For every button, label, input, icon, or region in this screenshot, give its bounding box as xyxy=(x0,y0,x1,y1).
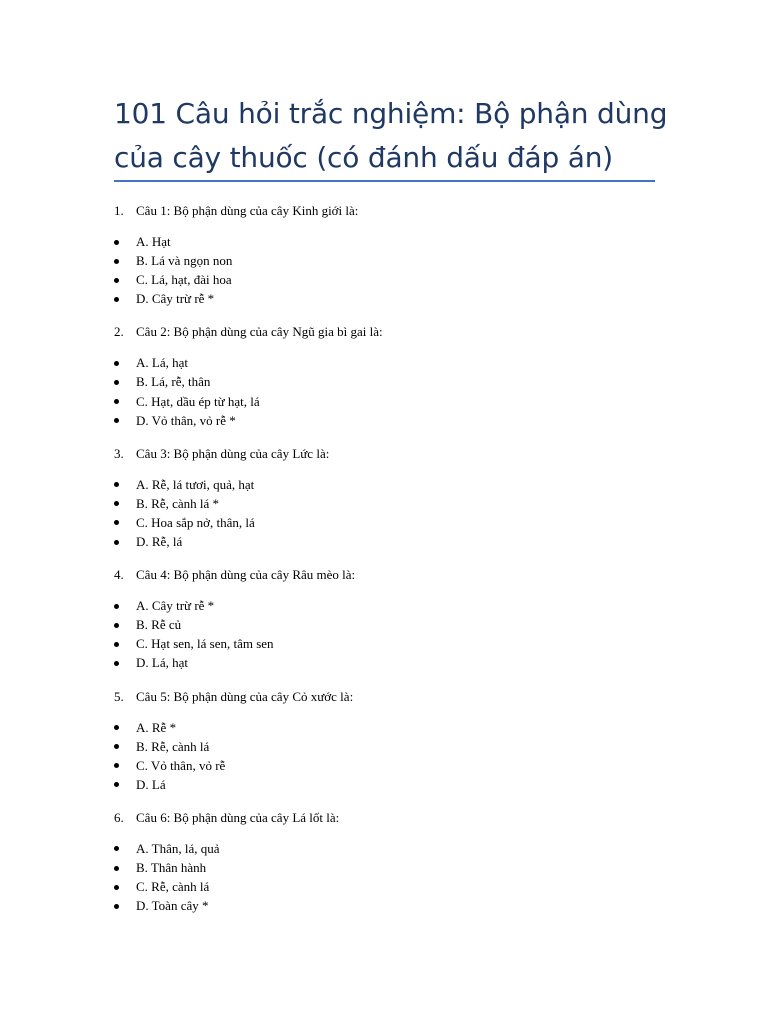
answer-option xyxy=(114,858,220,877)
document-title: 101 Câu hỏi trắc nghiệm: Bộ phận dùng của cây thuốc (có đánh dấu đáp án) xyxy=(114,97,668,174)
bullet-icon xyxy=(114,482,119,487)
answer-option xyxy=(114,372,260,391)
answer-option xyxy=(114,634,274,653)
question-block xyxy=(0,201,768,322)
answer-option xyxy=(114,532,255,551)
question-block xyxy=(0,565,768,686)
bullet-icon xyxy=(114,763,119,768)
bullet-icon xyxy=(114,278,119,283)
answer-option-text: D. Lá xyxy=(136,776,166,792)
question-line xyxy=(114,322,383,342)
bullet-icon xyxy=(114,540,119,545)
answer-option-text: C. Lá, hạt, đài hoa xyxy=(136,272,232,288)
answer-option-text: B. Lá, rễ, thân xyxy=(136,374,211,390)
answer-option-text: D. Cây trừ rễ * xyxy=(136,291,215,307)
bullet-icon xyxy=(114,642,119,647)
bullet-icon xyxy=(114,866,119,871)
question-number: 5. xyxy=(114,688,124,704)
question-text: Câu 4: Bộ phận dùng của cây Râu mèo là: xyxy=(136,567,356,583)
question-line xyxy=(114,444,329,464)
question-text: Câu 2: Bộ phận dùng của cây Ngũ gia bì gai là: xyxy=(136,324,383,340)
question-text: Câu 6: Bộ phận dùng của cây Lá lốt là: xyxy=(136,809,340,825)
question-number: 6. xyxy=(114,809,124,825)
question-text: Câu 1: Bộ phận dùng của cây Kinh giới là: xyxy=(136,203,359,218)
answer-option xyxy=(114,289,232,308)
question-block xyxy=(0,322,768,443)
answer-option-text: B. Rễ, cành lá xyxy=(136,738,210,754)
bullet-icon xyxy=(114,661,119,666)
answer-option-text: C. Vỏ thân, vỏ rễ xyxy=(136,757,226,773)
question-number: 4. xyxy=(114,567,124,583)
answer-option-text: C. Hạt, dầu ép từ hạt, lá xyxy=(136,393,260,409)
answer-options xyxy=(114,596,274,672)
bullet-icon xyxy=(114,297,119,302)
question-number: 3. xyxy=(114,445,124,461)
answer-option-text: D. Toàn cây * xyxy=(136,898,209,914)
answer-option-text: D. Lá, hạt xyxy=(136,655,188,671)
answer-option xyxy=(114,392,260,411)
question-number: 2. xyxy=(114,324,124,340)
question-line xyxy=(114,201,358,221)
bullet-icon xyxy=(114,846,119,851)
answer-option xyxy=(114,475,255,494)
bullet-icon xyxy=(114,361,119,366)
answer-option xyxy=(114,232,232,251)
answer-option-text: C. Hạt sen, lá sen, tâm sen xyxy=(136,636,274,652)
question-line xyxy=(114,808,339,828)
answer-option xyxy=(114,270,232,289)
answer-option xyxy=(114,411,260,430)
question-line xyxy=(114,565,355,585)
question-text: Câu 3: Bộ phận dùng của cây Lức là: xyxy=(136,445,330,461)
question-list xyxy=(0,201,768,929)
answer-option-text: B. Thân hành xyxy=(136,860,207,876)
title-underline xyxy=(114,180,655,182)
answer-options xyxy=(114,718,225,794)
bullet-icon xyxy=(114,259,119,264)
answer-option xyxy=(114,353,260,372)
answer-options xyxy=(114,839,220,915)
question-block xyxy=(0,808,768,929)
answer-option-text: A. Rễ, lá tươi, quả, hạt xyxy=(136,476,255,492)
bullet-icon xyxy=(114,725,119,730)
answer-option xyxy=(114,737,225,756)
question-block xyxy=(0,444,768,565)
bullet-icon xyxy=(114,623,119,628)
answer-option xyxy=(114,494,255,513)
bullet-icon xyxy=(114,782,119,787)
answer-options xyxy=(114,353,260,429)
answer-option-text: C. Hoa sắp nở, thân, lá xyxy=(136,514,255,530)
answer-option xyxy=(114,718,225,737)
answer-option xyxy=(114,896,220,915)
answer-option xyxy=(114,513,255,532)
answer-option xyxy=(114,596,274,615)
answer-option-text: B. Rễ củ xyxy=(136,617,182,633)
bullet-icon xyxy=(114,501,119,506)
bullet-icon xyxy=(114,604,119,609)
bullet-icon xyxy=(114,399,119,404)
answer-option xyxy=(114,877,220,896)
answer-option-text: B. Rễ, cành lá * xyxy=(136,495,220,511)
answer-option-text: B. Lá và ngọn non xyxy=(136,253,233,269)
answer-option xyxy=(114,839,220,858)
answer-option-text: C. Rễ, cành lá xyxy=(136,879,210,895)
question-text: Câu 5: Bộ phận dùng của cây Cỏ xước là: xyxy=(136,688,354,704)
answer-options xyxy=(114,232,232,308)
bullet-icon xyxy=(114,418,119,423)
bullet-icon xyxy=(114,380,119,385)
answer-option xyxy=(114,756,225,775)
answer-option-text: A. Hạt xyxy=(136,234,171,249)
answer-options xyxy=(114,475,255,551)
answer-option xyxy=(114,251,232,270)
question-line xyxy=(114,687,353,707)
answer-option-text: D. Rễ, lá xyxy=(136,534,183,550)
answer-option-text: A. Cây trừ rễ * xyxy=(136,598,215,614)
answer-option-text: A. Lá, hạt xyxy=(136,355,188,371)
bullet-icon xyxy=(114,904,119,909)
question-block xyxy=(0,687,768,808)
answer-option-text: D. Vỏ thân, vỏ rễ * xyxy=(136,412,236,428)
answer-option-text: A. Rễ * xyxy=(136,719,177,735)
bullet-icon xyxy=(114,885,119,890)
answer-option-text: A. Thân, lá, quả xyxy=(136,840,220,856)
bullet-icon xyxy=(114,744,119,749)
bullet-icon xyxy=(114,240,119,245)
question-number: 1. xyxy=(114,203,124,218)
bullet-icon xyxy=(114,520,119,525)
answer-option xyxy=(114,653,274,672)
answer-option xyxy=(114,615,274,634)
answer-option xyxy=(114,775,225,794)
